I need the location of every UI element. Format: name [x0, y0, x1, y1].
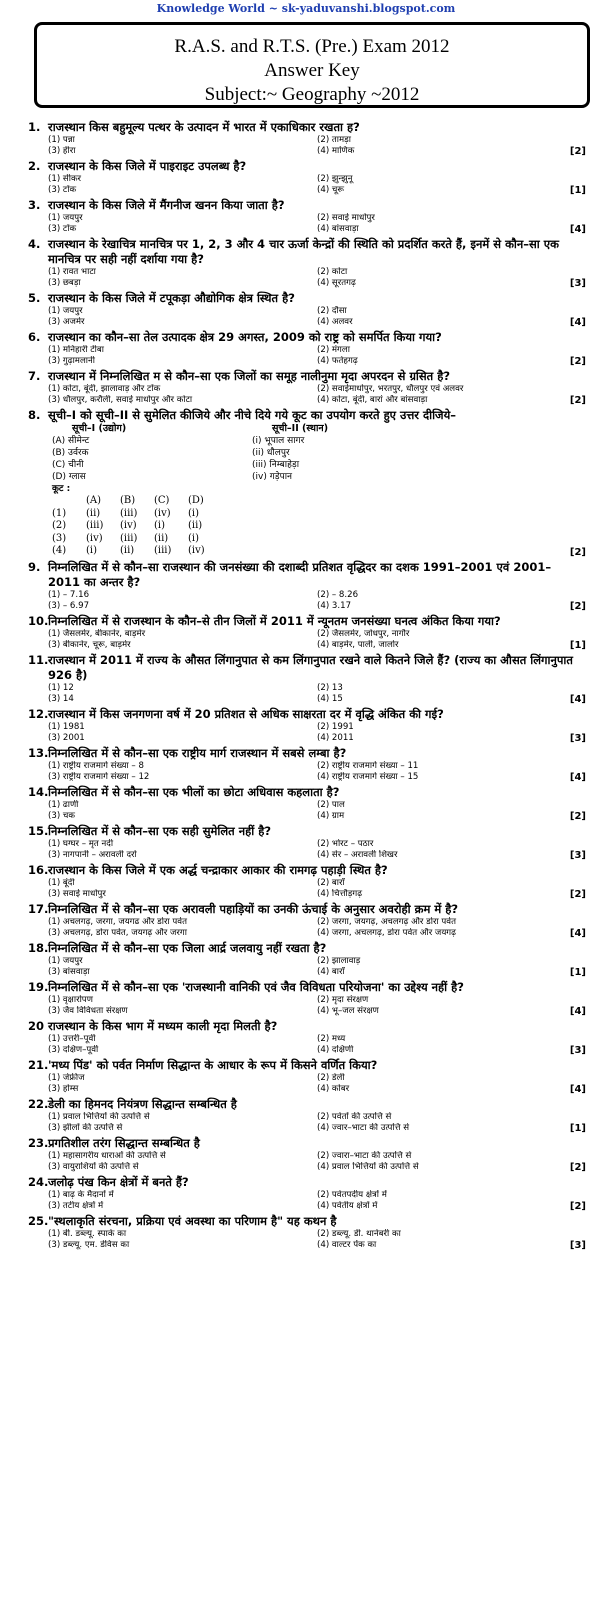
option-text: (1) ढाणी: [48, 799, 79, 810]
code-head-cell: (D): [188, 495, 204, 506]
option-text: (2) राष्ट्रीय राजमार्ग संख्या – 11: [317, 760, 419, 771]
option-text: (3) चक: [48, 810, 75, 821]
option-text: (4) बाड़मेर, पाली, जालोर: [317, 639, 399, 650]
question-number: 8.: [28, 408, 41, 422]
option-text: (4) प्रवाल भित्तियों की उत्पत्ति से: [317, 1161, 419, 1172]
code-cell: (ii): [154, 532, 169, 544]
answer-key: [3]: [569, 278, 586, 289]
question-item: [0, 560, 612, 612]
option-text: (2) पर्वतों की उत्पत्ति से: [317, 1111, 392, 1122]
question-text: राजस्थान के किस जिले में एक अर्द्ध चन्द्राकार आकार की रामगढ़ पहाड़ी स्थित है?: [48, 862, 388, 877]
option-text: (1) महासागरीय धाराओं की उत्पत्ति से: [48, 1150, 166, 1161]
question-text: निम्नलिखित में से कौन–सा एक सही सुमेलित नहीं है?: [48, 823, 271, 838]
option-text: (2) मृदा संरक्षण: [317, 994, 369, 1005]
option-text: (1) जयपुर: [48, 306, 83, 316]
option-text: (2) दौसा: [317, 306, 347, 316]
option-text: (1) रावत भाटा: [48, 267, 96, 277]
option-text: (1) सीकर: [48, 174, 82, 184]
option-grid: [48, 1073, 576, 1095]
option-text: (4) सूरतगढ़: [317, 278, 356, 288]
code-label: कूट :: [52, 484, 71, 494]
question-8: [0, 408, 612, 558]
option-grid: [48, 917, 576, 939]
code-cell: (iii): [120, 507, 138, 519]
option-grid: [48, 878, 576, 900]
option-text: (1) बाढ़ के मैदानों में: [48, 1189, 114, 1200]
question-text: राजस्थान के किस जिले में टपूकड़ा औद्योगिक क्षेत्र स्थित है?: [48, 291, 295, 305]
option-grid: [48, 800, 576, 822]
option-text: (2) तामड़ा: [317, 135, 351, 145]
option-text: (2) डेली: [317, 1072, 345, 1083]
question-number: 13.: [28, 745, 49, 760]
code-cell: (i): [188, 532, 200, 544]
answer-key: [2]: [569, 1200, 586, 1212]
code-cell: (4): [52, 545, 67, 556]
list1-item: (C) चीनी: [52, 460, 84, 470]
answer-key: [3]: [569, 1044, 586, 1056]
option-text: (2) जैसलमेर, जोधपुर, नागौर: [317, 628, 410, 639]
answer-key: [4]: [569, 1005, 586, 1017]
question-item: [0, 120, 612, 157]
code-cell: (i): [86, 545, 98, 556]
option-text: (3) झीलों की उत्पत्ति से: [48, 1122, 123, 1133]
question-text: राजस्थान के किस जिले में मैंगनीज खनन किया जाता है?: [48, 198, 285, 212]
option-text: (1) वृक्षारोपण: [48, 994, 93, 1005]
option-text: (2) झालावाड़: [317, 955, 361, 966]
option-text: (3) नागपानी – अरावली दर्रा: [48, 849, 137, 860]
code-cell: (i): [154, 520, 166, 531]
option-text: (4) बांसवाड़ा: [317, 224, 359, 234]
code-cell: (i): [188, 507, 200, 519]
question-text: सूची–I को सूची–II से सुमेलित कीजिये और नीचे दिये गये कूट का उपयोग करते हुए उत्तर दीजिये–: [48, 408, 457, 422]
option-text: (4) भू–जल संरक्षण: [317, 1005, 379, 1016]
question-text: जलोढ़ पंख किन क्षेत्रों में बनते हैं?: [48, 1174, 189, 1189]
list1-item: (D) ग्लास: [52, 472, 86, 482]
question-number: 14.: [28, 784, 49, 799]
code-cell: (iv): [86, 532, 103, 544]
code-cell: (iv): [188, 545, 205, 556]
option-text: (4) राष्ट्रीय राजमार्ग संख्या – 15: [317, 771, 419, 782]
question-item: [0, 1097, 612, 1134]
option-text: (1) मनिहारी टीबा: [48, 345, 104, 355]
option-grid: [48, 995, 576, 1017]
option-text: (1) जैसलमेर, बीकानेर, बाड़मेर: [48, 628, 146, 639]
header-subject: Subject:~ Geography ~2012: [204, 84, 420, 105]
option-text: (4) अलवर: [317, 317, 353, 327]
answer-key: [2]: [569, 546, 586, 558]
option-text: (4) ग्राम: [317, 810, 345, 821]
option-text: (2) 13: [317, 682, 343, 693]
question-item: [0, 824, 612, 861]
option-text: (2) भोरट – पठार: [317, 838, 374, 849]
question-item: [0, 1175, 612, 1212]
question-number: 21.: [28, 1057, 49, 1072]
question-text: राजस्थान में निम्नलिखित म से कौन–सा एक जिलों का समूह नालीनुमा मृदा अपरदन से ग्रसित है?: [48, 369, 451, 383]
option-grid: [48, 345, 576, 367]
question-number: 23.: [28, 1135, 49, 1150]
option-text: (4) दक्षिणी: [317, 1044, 354, 1055]
question-item: [0, 653, 612, 705]
option-text: (2) ज्वारा–भाटा की उत्पत्ति से: [317, 1150, 412, 1161]
option-text: (4) पर्वतीय क्षेत्रों में: [317, 1200, 378, 1211]
option-text: (1) बूंदी: [48, 877, 75, 888]
option-text: (4) ज्वार–भाटा की उत्पत्ति से: [317, 1122, 410, 1133]
question-text: राजस्थान में किस जनगणना वर्ष में 20 प्रतिशत से अधिक साक्षरता दर में वृद्धि अंकित की गई?: [48, 706, 444, 721]
question-number: 17.: [28, 901, 49, 916]
option-text: (4) जरगा, अचलगढ़, डोरा पर्वत और जयगढ़: [317, 927, 456, 938]
list1-item: (A) सीमेन्ट: [52, 436, 90, 446]
option-text: (4) 2011: [317, 732, 354, 743]
option-text: (2) सवाईमाधोपुर, भरतपुर, धौलपुर एवं अलवर: [317, 384, 464, 394]
option-text: (1) जयपुर: [48, 955, 83, 966]
option-grid: [48, 306, 576, 328]
option-grid: [48, 1151, 576, 1173]
answer-key: [1]: [569, 966, 586, 978]
option-text: (2) बाराँ: [317, 877, 345, 888]
question-number: 11.: [28, 652, 49, 667]
question-text: "स्थलाकृति संरचना, प्रक्रिया एवं अवस्था का परिणाम है" यह कथन है: [48, 1213, 337, 1228]
option-text: (1) जेफ्रीज: [48, 1072, 85, 1083]
option-text: (2) कोटा: [317, 267, 348, 277]
question-number: 12.: [28, 706, 49, 721]
question-item: [0, 614, 612, 651]
question-item: [0, 1214, 612, 1251]
option-grid: [48, 1112, 576, 1134]
question-number: 9.: [28, 559, 41, 574]
question-number: 6.: [28, 330, 41, 344]
option-grid: [48, 213, 576, 235]
question-text: राजस्थान का कौन–सा तेल उत्पादक क्षेत्र 29 अगस्त, 2009 को राष्ट्र को समर्पित किया गया?: [48, 330, 442, 344]
option-text: (3) दक्षिण–पूर्वी: [48, 1044, 99, 1055]
option-grid: [48, 1190, 576, 1212]
question-text: निम्नलिखित में से राजस्थान के कौन–से तीन जिलों में 2011 में न्यूनतम जनसंख्या घनत्व अंकित किया गया?: [48, 613, 501, 628]
question-text: प्रगतिशील तरंग सिद्धान्त सम्बन्धित है: [48, 1135, 200, 1150]
question-number: 7.: [28, 369, 41, 383]
question-number: 25.: [28, 1213, 49, 1228]
list2-item: (iii) निम्बाहेड़ा: [252, 460, 300, 470]
option-text: (2) मंगला: [317, 345, 350, 355]
top-banner: Knowledge World ~ sk-yaduvanshi.blogspot.com: [156, 2, 456, 15]
question-text: निम्नलिखित में से कौन–सा एक 'राजस्थानी वानिकी एवं जैव विविधता परियोजना' का उद्देश्य नहीं है?: [48, 979, 464, 994]
code-cell: (ii): [86, 507, 101, 519]
question-text: राजस्थान के किस जिले में पाइराइट उपलब्ध है?: [48, 159, 247, 173]
question-number: 2.: [28, 159, 41, 173]
code-cell: (iv): [120, 520, 137, 531]
question-number: 20: [28, 1018, 45, 1033]
question-item: [0, 902, 612, 939]
option-text: (4) कोटा, बूंदी, बारां और बांसवाड़ा: [317, 395, 428, 405]
answer-key: [3]: [569, 732, 586, 744]
option-text: (3) धौलपुर, करौली, सवाई माधोपुर और कोटा: [48, 395, 193, 405]
option-text: (1) कोटा, बूंदी, झालावाड़ और टोंक: [48, 384, 161, 394]
question-item: [0, 369, 612, 406]
option-text: (4) माणिक: [317, 146, 355, 156]
answer-key: [4]: [569, 224, 586, 235]
option-text: (1) अचलगढ़, जरगा, जयगढ और डोरा पर्वत: [48, 916, 187, 927]
option-text: (4) चूरू: [317, 185, 345, 195]
option-text: (3) अजमेर: [48, 317, 85, 327]
option-grid: [48, 267, 576, 289]
option-text: (3) गुढ़ामलानी: [48, 356, 95, 366]
list2-item: (i) भूपाल सागर: [252, 436, 305, 446]
option-text: (1) पन्ना: [48, 135, 75, 145]
question-number: 19.: [28, 979, 49, 994]
option-text: (2) डब्ल्यू. डी. थार्नबरी का: [317, 1228, 401, 1239]
option-text: (3) तटीय क्षेत्रों में: [48, 1200, 104, 1211]
option-grid: [48, 135, 576, 157]
option-grid: [48, 1034, 576, 1056]
match-lists: [48, 423, 576, 558]
option-text: (1) – 7.16: [48, 589, 90, 600]
question-number: 1.: [28, 120, 41, 134]
header-box: [34, 22, 590, 108]
question-number: 4.: [28, 237, 41, 251]
option-text: (2) मध्य: [317, 1033, 346, 1044]
answer-key: [3]: [569, 849, 586, 861]
question-item: [0, 291, 612, 328]
code-cell: (iv): [154, 507, 171, 519]
question-number: 3.: [28, 198, 41, 212]
option-text: (2) सवाई माधोपुर: [317, 213, 375, 223]
option-text: (3) 14: [48, 693, 74, 704]
option-text: (1) राष्ट्रीय राजमार्ग संख्या – 8: [48, 760, 144, 771]
question-text: निम्नलिखित में से कौन–सा राजस्थान की जनसंख्या की दशाब्दी प्रतिशत वृद्धिदर का दशक 1991–2001 एवं 2001–2011 का अन्तर है?: [48, 559, 552, 589]
option-text: (3) टोंक: [48, 224, 77, 234]
option-text: (1) जयपुर: [48, 213, 83, 223]
question-text: निम्नलिखित में से कौन–सा एक भीलों का छोटा अधिवास कहलाता है?: [48, 784, 340, 799]
question-item: [0, 237, 612, 289]
option-text: (3) होम्स: [48, 1083, 79, 1094]
option-text: (3) डब्ल्यू. एम. डेविस का: [48, 1239, 130, 1250]
option-grid: [48, 761, 576, 783]
code-cell: (2): [52, 520, 67, 531]
code-cell: (iii): [86, 520, 104, 531]
question-text: निम्नलिखित में से कौन–सा एक राष्ट्रीय मार्ग राजस्थान में सबसे लम्बा है?: [48, 745, 347, 760]
list2-heading: सूची–II (स्थान): [272, 423, 329, 434]
option-text: (1) उत्तरी–पूर्वी: [48, 1033, 96, 1044]
question-item: [0, 1136, 612, 1173]
answer-key: [2]: [569, 146, 586, 157]
question-number: 18.: [28, 940, 49, 955]
option-text: (3) टोंक: [48, 185, 77, 195]
question-text: निम्नलिखित में से कौन–सा एक अरावली पहाड़ियों का उनकी ऊंचाई के अनुसार अवरोही क्रम में है?: [48, 901, 458, 916]
code-cell: (ii): [120, 545, 135, 556]
list1-item: (B) उर्वरक: [52, 448, 89, 458]
answer-key: [1]: [569, 639, 586, 651]
option-text: (3) बांसवाड़ा: [48, 966, 90, 977]
answer-key: [1]: [569, 185, 586, 196]
option-text: (4) वाल्टर पेंक का: [317, 1239, 377, 1250]
answer-key: [4]: [569, 927, 586, 939]
option-text: (2) पाल: [317, 799, 345, 810]
question-item: [0, 980, 612, 1017]
question-item: [0, 1058, 612, 1095]
question-text: राजस्थान में 2011 में राज्य के औसत लिंगानुपात से कम लिंगानुपात रखने वाले कितने जिले हैं? (राज्य का औसत लिंगानुपात 926 है): [48, 652, 573, 682]
option-text: (2) 1991: [317, 721, 354, 732]
answer-key: [2]: [569, 1161, 586, 1173]
option-text: (1) 12: [48, 682, 74, 693]
option-grid: [48, 629, 576, 651]
answer-key: [4]: [569, 1083, 586, 1095]
option-grid: [48, 839, 576, 861]
code-cell: (3): [52, 532, 67, 544]
option-grid: [48, 956, 576, 978]
question-text: राजस्थान किस बहुमूल्य पत्थर के उत्पादन में भारत में एकाधिकार रखता ह?: [48, 120, 360, 134]
option-text: (2) जरगा, जयगढ़, अचलगढ़ और डोरा पर्वत: [317, 916, 456, 927]
answer-key: [2]: [569, 356, 586, 367]
question-item: [0, 198, 612, 235]
answer-key: [1]: [569, 1122, 586, 1134]
question-number: 5.: [28, 291, 41, 305]
option-text: (4) कोबर: [317, 1083, 350, 1094]
option-text: (4) बारॉं: [317, 966, 345, 977]
option-text: (2) – 8.26: [317, 589, 359, 600]
option-text: (1) 1981: [48, 721, 85, 732]
code-head-cell: [52, 495, 86, 508]
answer-key: [2]: [569, 810, 586, 822]
code-cell: (1): [52, 507, 67, 519]
answer-key: [2]: [569, 395, 586, 406]
question-text: राजस्थान के किस भाग में मध्यम काली मृदा मिलती है?: [48, 1018, 278, 1033]
option-text: (3) – 6.97: [48, 600, 90, 611]
list2-item: (iv) गड़ेपान: [252, 472, 293, 482]
option-text: (3) छबड़ा: [48, 278, 81, 288]
option-grid: [48, 590, 576, 612]
option-text: (4) फतेहगढ़: [317, 356, 358, 366]
code-cell: (iii): [154, 545, 172, 556]
option-text: (3) वायुराशियों की उत्पत्ति से: [48, 1161, 139, 1172]
question-item: [0, 330, 612, 367]
option-text: (3) जैव विविधता संरक्षण: [48, 1005, 128, 1016]
answer-key: [4]: [569, 771, 586, 783]
question-text: 'मध्य पिंड' को पर्वत निर्माण सिद्धान्त के आधार के रूप में किसने वर्णित किया?: [48, 1057, 378, 1072]
question-item: [0, 746, 612, 783]
header-title: R.A.S. and R.T.S. (Pre.) Exam 2012: [174, 36, 450, 57]
option-grid: [48, 174, 576, 196]
list1-heading: सूची–I (उद्योग): [72, 423, 127, 434]
code-head-cell: (B): [120, 495, 136, 506]
option-grid: [48, 722, 576, 744]
question-item: [0, 707, 612, 744]
option-text: (2) झुन्झुनू: [317, 174, 353, 184]
option-text: (1) बी. डब्ल्यू. स्पार्क का: [48, 1228, 127, 1239]
option-grid: [48, 683, 576, 705]
option-text: (3) हीरा: [48, 146, 76, 156]
question-text: डेली का हिमनद नियंत्रण सिद्धान्त सम्बन्धित है: [48, 1096, 237, 1111]
code-cell: (ii): [188, 520, 203, 531]
code-cell: (iii): [120, 532, 138, 544]
question-item: [0, 941, 612, 978]
question-item: [0, 159, 612, 196]
header-subtitle: Answer Key: [264, 60, 360, 81]
option-text: (3) अचलगढ़, डोरा पर्वत, जयगढ़ और जरगा: [48, 927, 187, 938]
option-text: (4) 3.17: [317, 600, 352, 611]
list2-item: (ii) धौलपुर: [252, 448, 290, 458]
option-text: (4) 15: [317, 693, 343, 704]
option-grid: [48, 1229, 576, 1251]
question-number: 16.: [28, 862, 49, 877]
code-table: [52, 495, 576, 558]
option-grid: [48, 384, 576, 406]
option-text: (1) घग्घर – मृत नदी: [48, 838, 114, 849]
question-item: [0, 863, 612, 900]
answer-key: [2]: [569, 888, 586, 900]
option-text: (3) राष्ट्रीय राजमार्ग संख्या – 12: [48, 771, 150, 782]
code-head-cell: (C): [154, 495, 170, 506]
question-number: 22.: [28, 1096, 49, 1111]
option-text: (3) 2001: [48, 732, 85, 743]
question-item: [0, 785, 612, 822]
option-text: (4) सेर – अरावली शिखर: [317, 849, 398, 860]
question-list: [0, 120, 612, 1253]
question-number: 15.: [28, 823, 49, 838]
option-text: (2) पर्वतपदीय क्षेत्रों में: [317, 1189, 387, 1200]
answer-key: [3]: [569, 1239, 586, 1251]
answer-key: [4]: [569, 317, 586, 328]
answer-key: [4]: [569, 693, 586, 705]
code-head-cell: (A): [86, 495, 102, 506]
question-text: राजस्थान के रेखाचित्र मानचित्र पर 1, 2, 3 और 4 चार ऊर्जा केन्द्रों की स्थिति को प्रदर्शित करते हैं, इनमें से कौन–सा एक मानचित्र पर सही नहीं दर्शाया गया है?: [48, 237, 559, 266]
question-item: [0, 1019, 612, 1056]
option-text: (4) चित्तौड़गढ़: [317, 888, 363, 899]
answer-key: [2]: [569, 600, 586, 612]
option-text: (3) बीकानेर, चूरू, बाड़मेर: [48, 639, 131, 650]
option-text: (3) सवाई माधोपुर: [48, 888, 106, 899]
question-number: 24.: [28, 1174, 49, 1189]
question-text: निम्नलिखित में से कौन–सा एक जिला आर्द्र जलवायु नहीं रखता है?: [48, 940, 327, 955]
option-text: (1) प्रवाल भित्तियों की उत्पत्ति से: [48, 1111, 150, 1122]
question-number: 10.: [28, 613, 49, 628]
